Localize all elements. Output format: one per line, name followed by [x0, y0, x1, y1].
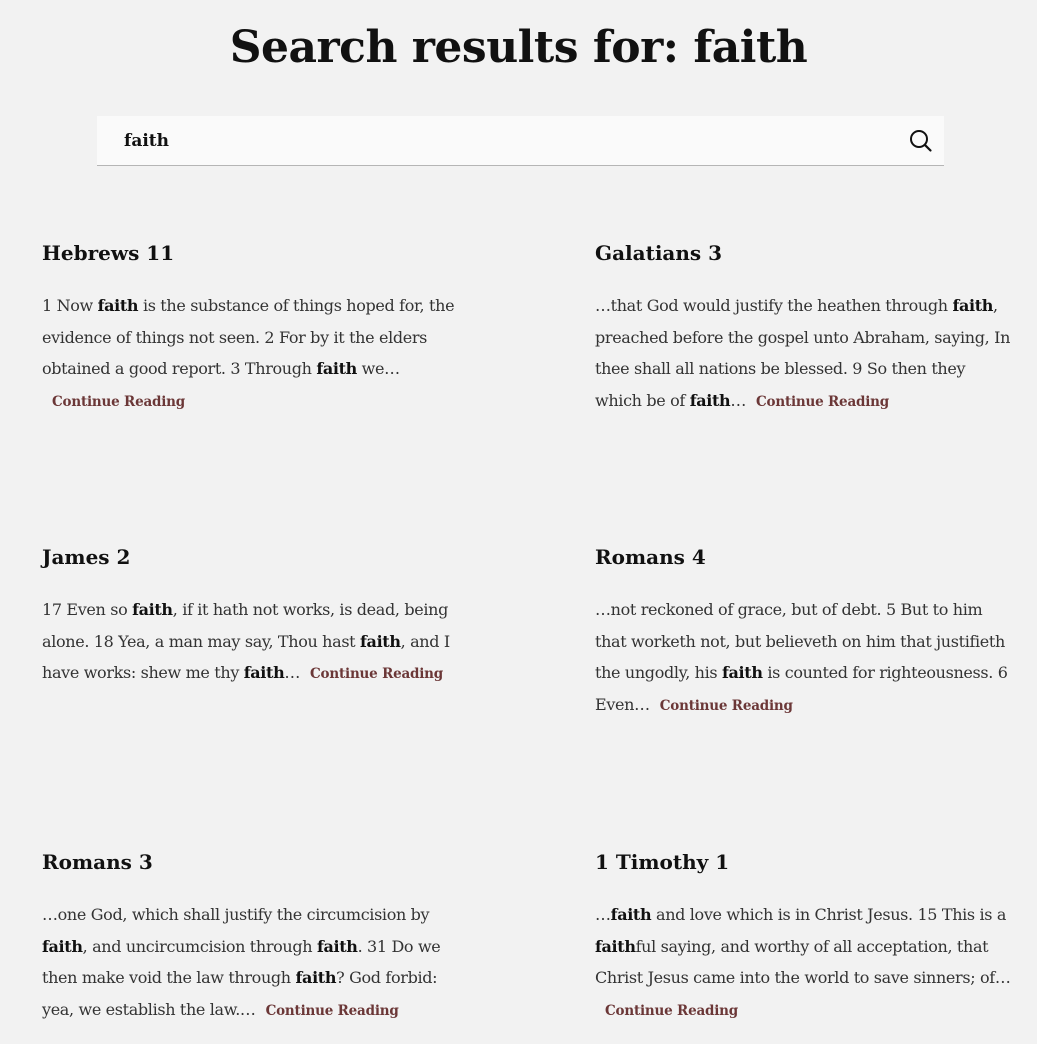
excerpt-text: ? God forbid: yea, we establish the law.… — [42, 968, 438, 1019]
highlighted-term: faith — [295, 968, 337, 987]
search-icon — [906, 126, 936, 156]
excerpt-text: ful saying, and worthy of all acceptation, that Christ Jesus came into the world to save sinners; of… — [595, 936, 1011, 987]
excerpt-text: . 31 Do we then make void the law through — [42, 936, 441, 987]
result-excerpt — [595, 290, 1015, 418]
highlighted-term: faith — [316, 936, 358, 956]
page-title: Search results for: faith — [229, 22, 808, 73]
continue-reading-link[interactable]: Continue Reading — [755, 393, 890, 410]
excerpt-text: is counted for righteousness. 6 Even… — [595, 663, 1008, 714]
continue-reading-link[interactable]: Continue Reading — [52, 393, 186, 410]
continue-reading-link[interactable]: Continue Reading — [265, 1002, 399, 1019]
search-form — [97, 116, 944, 166]
result-excerpt — [42, 594, 462, 691]
highlighted-term: faith — [689, 390, 731, 410]
excerpt-text: … — [595, 905, 611, 924]
highlighted-term: faith — [722, 663, 763, 682]
excerpt-text: we… — [356, 359, 400, 378]
result-excerpt — [595, 899, 1015, 1027]
excerpt-text: …that God would justify the heathen through — [595, 296, 953, 315]
highlighted-term: faith — [360, 631, 401, 651]
highlighted-term: faith — [243, 663, 285, 682]
continue-reading-link[interactable]: Continue Reading — [605, 1002, 739, 1019]
highlighted-term: faith — [42, 936, 83, 956]
highlighted-term: faith — [132, 600, 173, 619]
excerpt-text: 17 Even so — [42, 600, 133, 619]
excerpt-text: , and I have works: shew me thy — [42, 631, 450, 682]
result-excerpt — [595, 594, 1015, 722]
excerpt-text: and love which is in Christ Jesus. 15 This is a — [651, 905, 1007, 924]
continue-reading-link[interactable]: Continue Reading — [310, 666, 444, 682]
excerpt-text: , preached before the gospel unto Abraham, saying, In thee shall all nations be blessed. 9 So then they which be of — [595, 296, 1011, 410]
result-excerpt — [42, 290, 462, 418]
search-result — [42, 544, 462, 691]
search-result — [595, 240, 1015, 418]
continue-reading-link[interactable]: Continue Reading — [659, 697, 793, 714]
search-result — [42, 240, 462, 418]
highlighted-term: faith — [97, 296, 139, 315]
result-excerpt — [42, 899, 462, 1027]
excerpt-text: …one God, which shall justify the circumcision by — [42, 905, 430, 924]
search-input[interactable] — [97, 116, 887, 165]
excerpt-text: … — [284, 663, 301, 682]
result-title[interactable]: Romans 4 — [595, 545, 706, 569]
result-title[interactable]: 1 Timothy 1 — [595, 850, 730, 874]
excerpt-text: , if it hath not works, is dead, being alone. 18 Yea, a man may say, Thou hast — [42, 600, 448, 651]
result-title[interactable]: Hebrews 11 — [42, 241, 175, 265]
excerpt-text: , and uncircumcision through — [82, 936, 317, 956]
excerpt-text: 1 Now — [42, 296, 98, 315]
highlighted-term: faith — [952, 296, 994, 315]
search-result — [42, 849, 462, 1027]
result-title[interactable]: Galatians 3 — [595, 241, 723, 265]
search-result — [595, 849, 1015, 1027]
highlighted-term: faith — [595, 936, 636, 956]
highlighted-term: faith — [316, 359, 357, 378]
highlighted-term: faith — [610, 905, 652, 924]
excerpt-text: … — [730, 390, 746, 410]
result-title[interactable]: James 2 — [42, 545, 131, 569]
excerpt-text: is the substance of things hoped for, the evidence of things not seen. 2 For by it the elders obtained a good report. 3 Through — [42, 296, 455, 378]
result-title[interactable]: Romans 3 — [42, 850, 153, 874]
search-button[interactable] — [906, 126, 936, 156]
excerpt-text: …not reckoned of grace, but of debt. 5 But to him that worketh not, but believeth on him that justifieth the ungodly, his — [595, 600, 1005, 682]
search-result — [595, 544, 1015, 722]
